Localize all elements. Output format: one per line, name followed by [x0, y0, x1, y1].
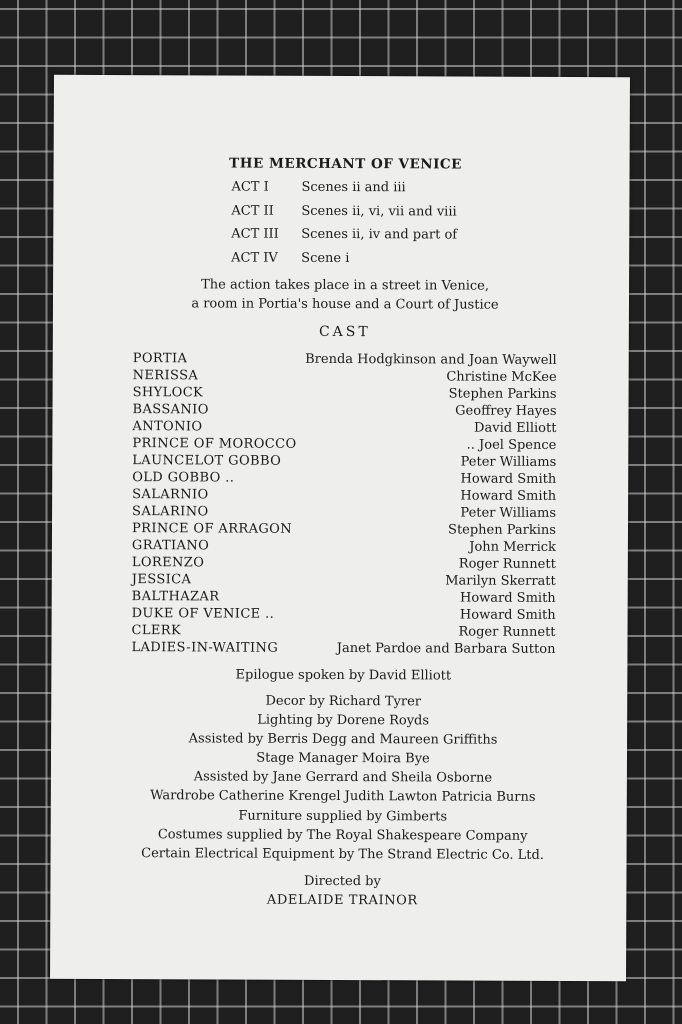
- cast-role: NERISSA: [132, 368, 199, 384]
- cast-role: LADIES-IN-WAITING: [131, 640, 279, 656]
- cast-role: PRINCE OF MOROCCO: [132, 436, 297, 452]
- cast-role: GRATIANO: [131, 538, 210, 554]
- act-number: ACT I: [231, 179, 269, 195]
- credit-line: Wardrobe Catherine Krengel Judith Lawton Patricia Burns: [150, 788, 536, 806]
- cast-role: BASSANIO: [132, 402, 209, 418]
- cast-role: CLERK: [131, 623, 182, 639]
- cast-actor: Roger Runnett: [458, 556, 556, 572]
- cast-role: LORENZO: [131, 555, 205, 571]
- credit-line: Costumes supplied by The Royal Shakespeare Company: [157, 826, 528, 844]
- cast-row: [133, 350, 557, 369]
- cast-actor: .. Joel Spence: [466, 437, 557, 453]
- cast-actor: Geoffrey Hayes: [455, 403, 557, 419]
- program-sheet: [50, 75, 630, 982]
- cast-role: LAUNCELOT GOBBO: [132, 453, 282, 469]
- cast-row: [132, 435, 556, 454]
- cast-actor: Howard Smith: [459, 590, 556, 606]
- epilogue-line: Epilogue spoken by David Elliott: [235, 667, 452, 684]
- cast-row: [131, 639, 555, 658]
- cast-actor: Peter Williams: [460, 505, 557, 521]
- cast-role: BALTHAZAR: [131, 589, 220, 605]
- directed-by-label: Directed by: [304, 873, 381, 890]
- acts-list: [231, 180, 457, 275]
- credit-line: Assisted by Berris Degg and Maureen Griffiths: [188, 731, 498, 748]
- cast-actor: Brenda Hodgkinson and Joan Waywell: [305, 351, 557, 368]
- cast-list: [131, 350, 556, 658]
- cast-row: [132, 401, 556, 420]
- cast-actor: Stephen Parkins: [448, 522, 557, 538]
- cast-role: PRINCE OF ARRAGON: [131, 521, 293, 537]
- credit-line: Certain Electrical Equipment by The Strand Electric Co. Ltd.: [141, 845, 544, 863]
- credit-line: Lighting by Dorene Royds: [257, 712, 430, 729]
- act-number: ACT II: [231, 203, 274, 219]
- cast-row: [132, 537, 556, 556]
- act-row: [231, 227, 457, 251]
- cast-role: PORTIA: [132, 351, 188, 367]
- act-row: [231, 203, 457, 227]
- cast-row: [132, 452, 556, 471]
- cast-row: [132, 588, 556, 607]
- cast-actor: Howard Smith: [459, 607, 556, 623]
- cast-role: SHYLOCK: [132, 385, 204, 401]
- act-row: [231, 180, 457, 204]
- cast-row: [132, 469, 556, 488]
- cast-row: [132, 622, 556, 641]
- cast-actor: Christine McKee: [446, 369, 557, 385]
- credit-line: Assisted by Jane Gerrard and Sheila Osborne: [193, 769, 493, 787]
- setting-description: [133, 275, 557, 315]
- cast-actor: Stephen Parkins: [448, 386, 557, 402]
- cast-row: [133, 367, 557, 386]
- cast-heading: CAST: [318, 323, 371, 341]
- cast-role: ANTONIO: [132, 419, 203, 435]
- cast-actor: Howard Smith: [460, 471, 557, 487]
- program-content: [131, 153, 558, 909]
- cast-row: [132, 571, 556, 590]
- cast-role: JESSICA: [131, 572, 192, 588]
- cast-actor: David Elliott: [474, 420, 557, 436]
- cast-actor: John Merrick: [469, 539, 556, 555]
- play-title: THE MERCHANT OF VENICE: [229, 155, 463, 173]
- cast-role: OLD GOBBO ..: [132, 470, 235, 486]
- cast-row: [132, 503, 556, 522]
- cast-role: SALARINO: [132, 504, 209, 520]
- act-scenes: Scenes ii, iv and part of: [301, 226, 458, 243]
- cast-actor: Howard Smith: [460, 488, 557, 504]
- cast-role: DUKE OF VENICE ..: [131, 606, 275, 622]
- act-scenes: Scenes ii and iii: [301, 179, 406, 196]
- act-scenes: Scene i: [301, 250, 350, 266]
- act-number: ACT III: [231, 226, 279, 242]
- cast-actor: Peter Williams: [460, 454, 557, 470]
- act-row: [231, 250, 457, 274]
- credit-line: Furniture supplied by Gimberts: [238, 808, 448, 825]
- cast-row: [132, 486, 556, 505]
- director-name: ADELAIDE TRAINOR: [266, 892, 418, 909]
- cast-row: [133, 384, 557, 403]
- credit-line: Decor by Richard Tyrer: [265, 693, 422, 710]
- cast-role: SALARNIO: [132, 487, 209, 503]
- cast-row: [132, 605, 556, 624]
- credits-block: [130, 665, 555, 911]
- setting-line: The action takes place in a street in Venice,: [201, 277, 490, 294]
- act-scenes: Scenes ii, vi, vii and viii: [301, 203, 457, 220]
- act-number: ACT IV: [231, 250, 278, 266]
- cast-row: [132, 520, 556, 539]
- cast-row: [132, 554, 556, 573]
- setting-line: a room in Portia's house and a Court of Justice: [191, 296, 499, 313]
- cast-actor: Roger Runnett: [458, 624, 556, 640]
- cast-row: [132, 418, 556, 437]
- cast-actor: Marilyn Skerratt: [445, 573, 556, 589]
- cast-actor: Janet Pardoe and Barbara Sutton: [336, 640, 556, 657]
- credit-line: Stage Manager Moira Bye: [256, 750, 430, 767]
